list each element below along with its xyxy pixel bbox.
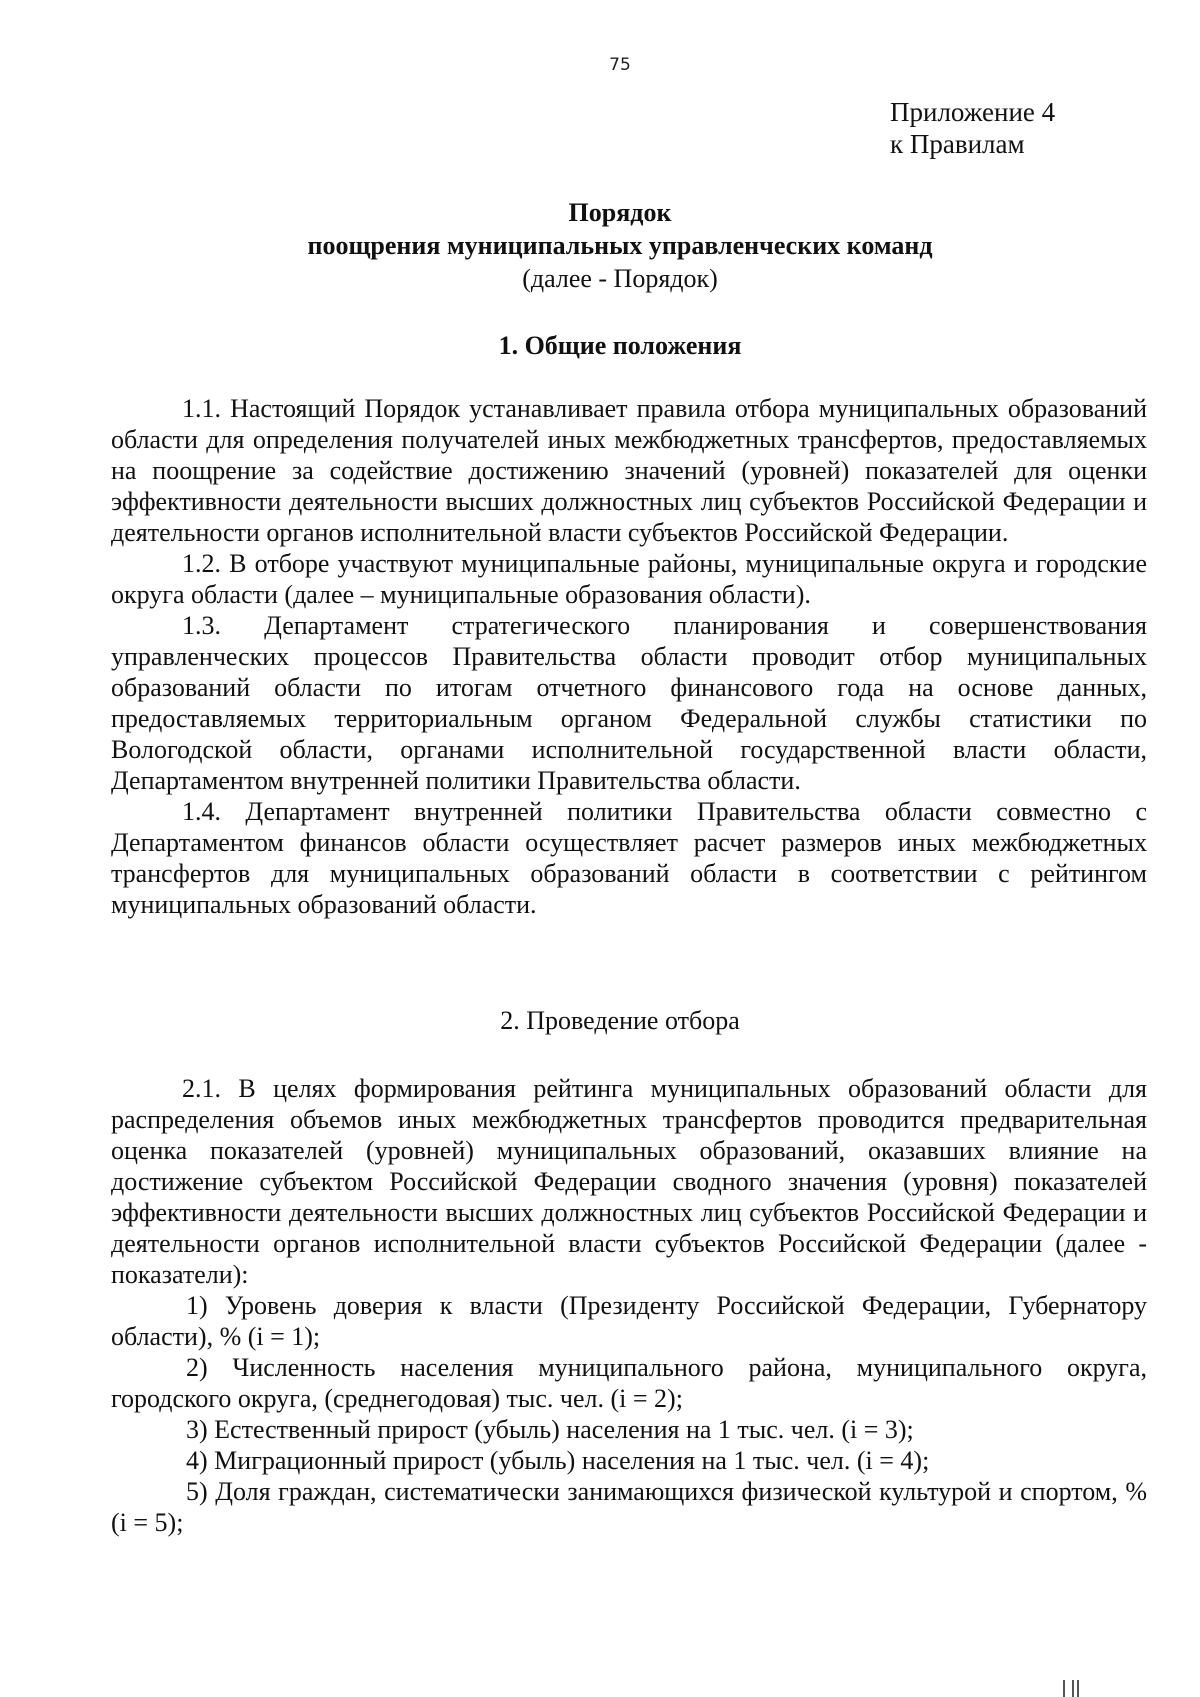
title-line-3: (далее - Порядок) <box>522 264 718 293</box>
title-line-2: поощрения муниципальных управленческих команд <box>307 231 933 260</box>
indicator-item-1: 1) Уровень доверия к власти (Президенту Российской Федерации, Губернатору области), % (i = 1); <box>111 1291 1147 1351</box>
document-title <box>0 196 1200 295</box>
indicator-item-5: 5) Доля граждан, систематически занимающихся физической культурой и спортом, % (i = 5); <box>111 1477 1147 1537</box>
section-1-body <box>111 393 1147 920</box>
paragraph-1-4: 1.4. Департамент внутренней политики Правительства области совместно с Департаментом финансов области осуществляет расчет размеров иных межбюджетных трансфертов для муниципальных образований области в соответствии с рейтингом муниципальных образований области. <box>111 797 1147 919</box>
indicator-item-4: 4) Миграционный прирост (убыль) населения на 1 тыс. чел. (i = 4); <box>186 1446 930 1475</box>
section-2-heading: 2. Проведение отбора <box>500 1006 740 1035</box>
appendix-line-2: к Правилам <box>890 129 1025 159</box>
paragraph-1-1: 1.1. Настоящий Порядок устанавливает правила отбора муниципальных образований области для определения получателей иных межбюджетных трансфертов, предоставляемых на поощрение за содействие достижению значений (уровней) показателей для оценки эффективности деятельности высших должностных лиц субъектов Российской Федерации и деятельности органов исполнительной власти субъектов Российской Федерации. <box>111 394 1147 547</box>
appendix-reference <box>890 96 1055 160</box>
indicator-item-3: 3) Естественный прирост (убыль) населения на 1 тыс. чел. (i = 3); <box>186 1415 914 1444</box>
paragraph-2-1: 2.1. В целях формирования рейтинга муниципальных образований области для распределения объемов иных межбюджетных трансфертов проводится предварительная оценка показателей (уровней) муниципальных образований, оказавших влияние на достижение субъектом Российской Федерации сводного значения (уровня) показателей эффективности деятельности высших должностных лиц субъектов Российской Федерации и деятельности органов исполнительной власти субъектов Российской Федерации (далее - показатели): <box>111 1074 1147 1289</box>
section-1-heading: 1. Общие положения <box>498 331 742 360</box>
title-line-1: Порядок <box>568 198 672 227</box>
section-2-body <box>111 1073 1147 1538</box>
paragraph-1-2: 1.2. В отборе участвуют муниципальные районы, муниципальные округа и городские округа области (далее – муниципальные образования области). <box>111 549 1147 609</box>
paragraph-1-3: 1.3. Департамент стратегического планирования и совершенствования управленческих процессов Правительства области проводит отбор муниципальных образований области по итогам отчетного финансового года на основе данных, предоставляемых территориальным органом Федеральной службы статистики по Вологодской области, органами исполнительной государственной власти области, Департаментом внутренней политики Правительства области. <box>111 611 1147 795</box>
page-number: 75 <box>609 55 631 75</box>
indicator-item-2: 2) Численность населения муниципального района, муниципального округа, городского округа, (среднегодовая) тыс. чел. (i = 2); <box>111 1353 1147 1413</box>
appendix-line-1: Приложение 4 <box>890 97 1056 127</box>
scan-edge-mark <box>1063 1680 1085 1697</box>
